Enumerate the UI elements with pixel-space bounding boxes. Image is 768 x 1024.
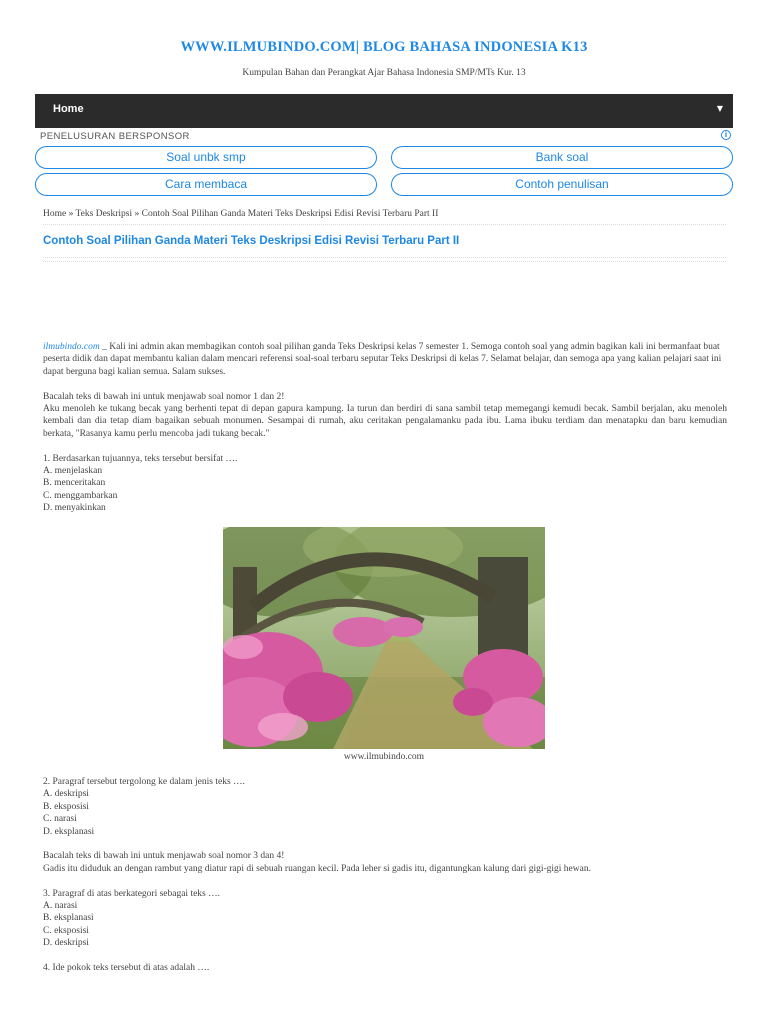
intro-site-link[interactable]: ilmubindo.com — [43, 342, 100, 352]
divider — [43, 261, 726, 262]
image-caption: www.ilmubindo.com — [343, 752, 425, 762]
question-2-option-d: D. eksplanasi — [43, 826, 95, 837]
site-title[interactable]: WWW.ILMUBINDO.COM| BLOG BAHASA INDONESIA K13 — [180, 39, 588, 55]
passage1-intro: Bacalah teks di bawah ini untuk menjawab soal nomor 1 dan 2! — [43, 391, 285, 402]
divider — [43, 224, 726, 225]
divider — [43, 257, 726, 258]
passage2-intro: Bacalah teks di bawah ini untuk menjawab soal nomor 3 dan 4! — [43, 851, 285, 862]
question-3-option-b: B. eksplanasi — [43, 913, 94, 924]
post-title[interactable]: Contoh Soal Pilihan Ganda Materi Teks Deskripsi Edisi Revisi Terbaru Part II — [43, 235, 460, 247]
question-1-option-d: D. menyakinkan — [43, 503, 106, 514]
post-body-bottom — [43, 776, 727, 974]
question-3-option-c: C. eksposisi — [43, 925, 89, 936]
site-description: Kumpulan Bahan dan Perangkat Ajar Bahasa Indonesia SMP/MTs Kur. 13 — [242, 68, 526, 78]
post-body-top — [43, 341, 727, 515]
question-3-option-d: D. deskripsi — [43, 938, 89, 949]
question-1: 1. Berdasarkan tujuannya, teks tersebut bersifat …. — [43, 453, 238, 464]
sponsor-link-bank-soal[interactable]: Bank soal — [391, 146, 733, 169]
sponsor-link-cara-membaca[interactable]: Cara membaca — [35, 173, 377, 196]
sponsor-link-soal-unbk-smp[interactable]: Soal unbk smp — [35, 146, 377, 169]
intro-paragraph — [43, 341, 727, 378]
question-1-option-b: B. menceritakan — [43, 478, 106, 489]
question-2-option-a: A. deskripsi — [43, 789, 89, 800]
info-icon[interactable]: i — [721, 130, 731, 140]
sponsored-search-label: PENELUSURAN BERSPONSOR — [40, 131, 190, 142]
question-2-option-c: C. narasi — [43, 814, 77, 825]
intro-text: _ Kali ini admin akan membagikan contoh soal pilihan ganda Teks Deskripsi kelas 7 semester 1. Semoga contoh soal yang admin bagikan kali ini bermanfaat buat peserta didik dan dapat membantu kalian dalam mencari referensi soal-soal terbaru seputar Teks Deskripsi di kelas 7. Selamat belajar, dan semoga apa yang kalian pelajari saat ini dapat berguna bagi kalian semua. Salam sukses. — [43, 342, 722, 377]
passage2-text: Gadis itu diduduk an dengan rambut yang diatur rapi di sebuah ruangan kecil. Pada leher si gadis itu, digantungkan kalung dari gigi-gigi hewan. — [43, 863, 591, 874]
question-1-option-a: A. menjelaskan — [43, 466, 103, 477]
nav-home-link[interactable]: Home — [53, 103, 84, 115]
question-2-option-b: B. eksposisi — [43, 801, 89, 812]
main-navbar — [35, 94, 733, 128]
garden-path-image — [223, 527, 545, 749]
question-3-option-a: A. narasi — [43, 901, 78, 912]
passage1-text: Aku menoleh ke tukang becak yang berhenti tepat di depan gapura kampung. Ia turun dan berdiri di sana sambil tetap memegangi kemudi becak. Sambil berjalan, aku menoleh kembali dan dia tetap diam bagaikan sebuah monumen. Sesampai di rumah, aku ceritakan pengalamanku pada ibu. Lama ibuku terdiam dan menatapku dan baru kemudian berkata, "Rasanya kamu perlu mencoba jadi tukang becak." — [43, 404, 727, 439]
nav-dropdown-caret-icon[interactable]: ▼ — [716, 104, 723, 113]
question-2: 2. Paragraf tersebut tergolong ke dalam jenis teks …. — [43, 777, 245, 787]
question-3: 3. Paragraf di atas berkategori sebagai teks …. — [43, 888, 221, 899]
question-1-option-c: C. menggambarkan — [43, 490, 118, 501]
question-4: 4. Ide pokok teks tersebut di atas adalah …. — [43, 963, 210, 974]
sponsor-link-contoh-penulisan[interactable]: Contoh penulisan — [391, 173, 733, 196]
breadcrumb[interactable]: Home » Teks Deskripsi » Contoh Soal Pilihan Ganda Materi Teks Deskripsi Edisi Revisi Terbaru Part II — [43, 209, 439, 219]
